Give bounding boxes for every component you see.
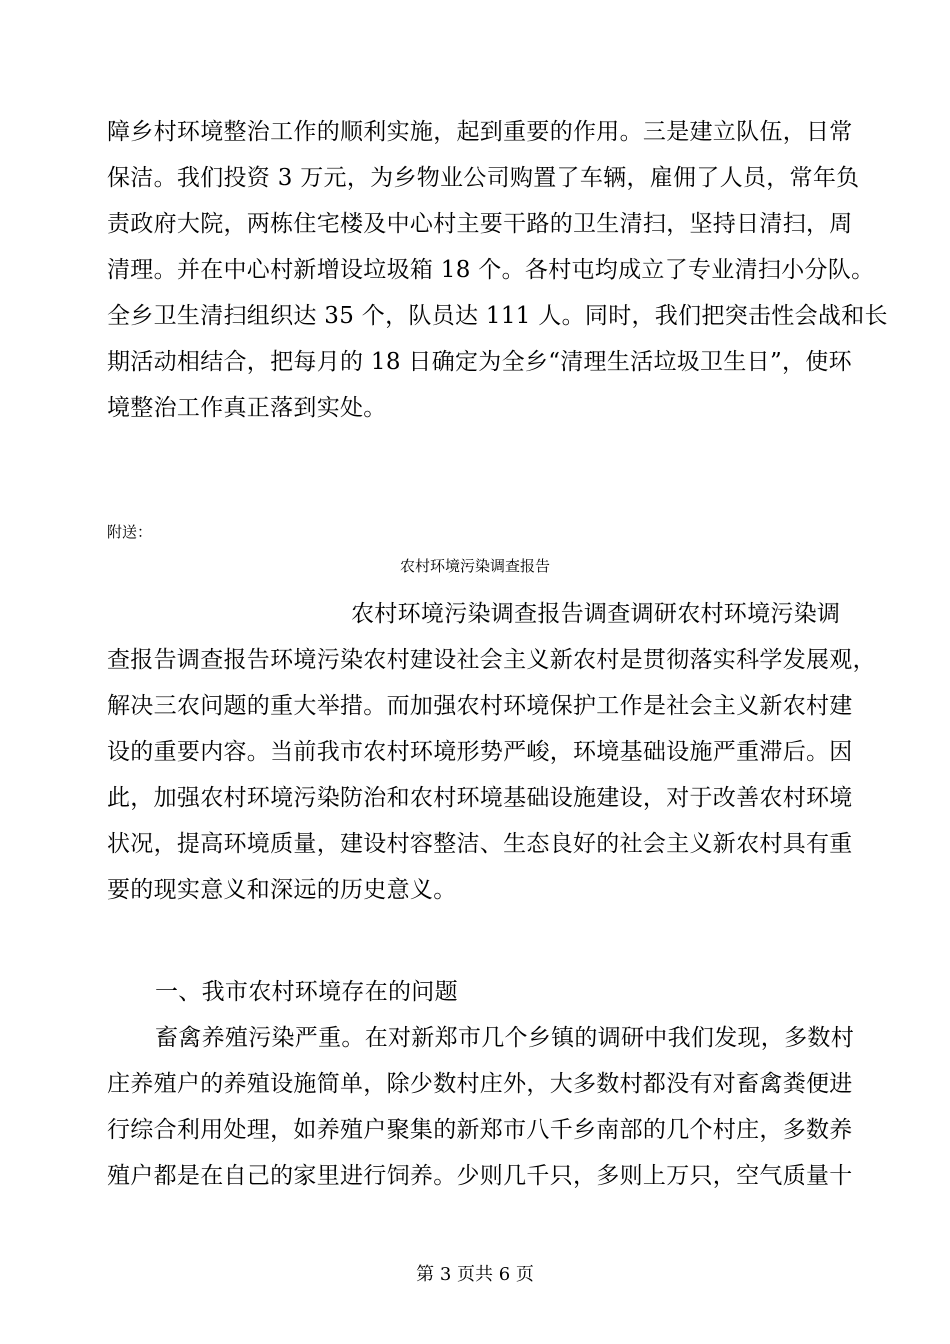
- text-line: 境整治工作真正落到实处。: [107, 395, 387, 421]
- text-line: 保洁。我们投资 3 万元，为乡物业公司购置了车辆，雇佣了人员，常年负: [107, 165, 860, 191]
- text-line: 状况，提高环境质量，建设村容整洁、生态良好的社会主义新农村具有重: [107, 831, 853, 857]
- page-number-footer: 第 3 页共 6 页: [416, 1264, 534, 1285]
- attachment-label: 附送：: [107, 523, 153, 541]
- text-line: 解决三农问题的重大举措。而加强农村环境保护工作是社会主义新农村建: [107, 693, 853, 719]
- text-line: 查报告调查报告环境污染农村建设社会主义新农村是贯彻落实科学发展观，: [107, 647, 876, 673]
- text-line: 全乡卫生清扫组织达 35 个，队员达 111 人。同时，我们把突击性会战和长: [107, 303, 888, 329]
- text-line: 责政府大院，两栋住宅楼及中心村主要干路的卫生清扫，坚持日清扫，周: [107, 211, 853, 237]
- text-line: 清理。并在中心村新增设垃圾箱 18 个。各村屯均成立了专业清扫小分队。: [107, 257, 875, 283]
- text-line: 要的现实意义和深远的历史意义。: [107, 877, 457, 903]
- text-line: 畜禽养殖污染严重。在对新郑市几个乡镇的调研中我们发现，多数村: [155, 1025, 854, 1051]
- text-line: 此，加强农村环境污染防治和农村环境基础设施建设，对于改善农村环境: [107, 785, 853, 811]
- text-line: 设的重要内容。当前我市农村环境形势严峻，环境基础设施严重滞后。因: [107, 739, 853, 765]
- text-line: 障乡村环境整治工作的顺利实施，起到重要的作用。三是建立队伍，日常: [107, 119, 853, 145]
- text-line: 农村环境污染调查报告调查调研农村环境污染调: [351, 601, 841, 627]
- text-line: 期活动相结合，把每月的 18 日确定为全乡“清理生活垃圾卫生日”，使环: [107, 349, 852, 375]
- section-heading: 一、我市农村环境存在的问题: [155, 979, 458, 1005]
- text-line: 殖户都是在自己的家里进行饲养。少则几千只，多则上万只，空气质量十: [107, 1163, 853, 1189]
- report-title: 农村环境污染调查报告: [399, 557, 550, 575]
- text-line: 庄养殖户的养殖设施简单，除少数村庄外，大多数村都没有对畜禽粪便进: [107, 1071, 853, 1097]
- text-line: 行综合利用处理，如养殖户聚集的新郑市八千乡南部的几个村庄，多数养: [107, 1117, 853, 1143]
